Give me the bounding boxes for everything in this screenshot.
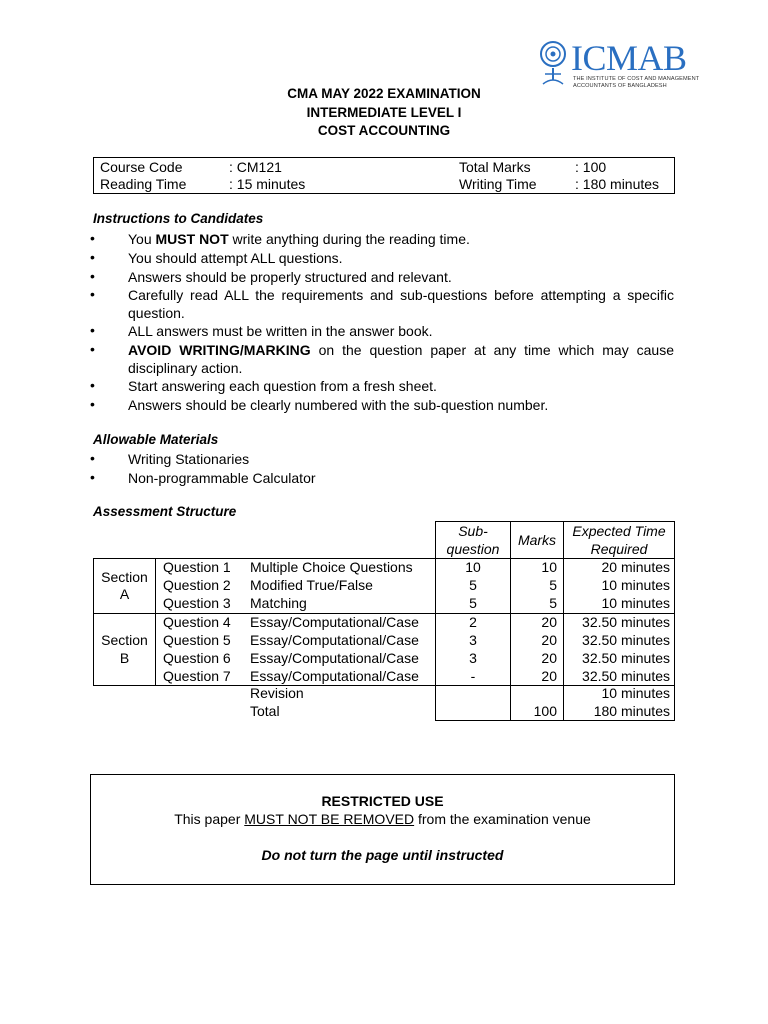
subquestion-cell: 5: [469, 577, 477, 593]
instruction-item: Answers should be properly structured and relevant.: [128, 269, 452, 285]
total-marks-label: Total Marks: [459, 159, 531, 175]
bullet-icon: •: [90, 322, 95, 338]
time-cell: 32.50 minutes: [582, 668, 670, 684]
logo-subtitle-1: THE INSTITUTE OF COST AND MANAGEMENT: [573, 76, 700, 82]
assessment-heading: Assessment Structure: [93, 504, 237, 519]
type-cell: Essay/Computational/Case: [250, 614, 419, 630]
bullet-icon: •: [90, 268, 95, 284]
bullet-icon: •: [90, 450, 95, 466]
restricted-title: RESTRICTED USE: [321, 793, 444, 809]
subject-title: COST ACCOUNTING: [317, 123, 451, 138]
question-cell: Question 2: [163, 577, 231, 593]
question-cell: Question 1: [163, 559, 231, 575]
instruction-item: [128, 230, 674, 248]
total-marks-value: : 100: [575, 159, 607, 175]
section-a-label: Section: [101, 569, 148, 585]
instruction-text: write anything during the reading time.: [228, 231, 470, 247]
reading-time-label: Reading Time: [100, 176, 187, 192]
bullet-icon: •: [90, 249, 95, 265]
question-cell: Question 4: [163, 614, 231, 630]
restricted-line: [91, 811, 674, 827]
subquestion-cell: 10: [465, 559, 481, 575]
question-cell: Question 6: [163, 650, 231, 666]
type-cell: Multiple Choice Questions: [250, 559, 413, 575]
header-subquestion: question: [446, 541, 500, 557]
question-cell: Question 5: [163, 632, 231, 648]
marks-cell: 20: [541, 614, 557, 630]
question-cell: Question 7: [163, 668, 231, 684]
exam-title: CMA MAY 2022 EXAMINATION: [287, 86, 481, 101]
time-cell: 10 minutes: [601, 595, 670, 611]
bullet-icon: •: [90, 396, 95, 412]
course-code-label: Course Code: [100, 159, 183, 175]
instruction-item: Carefully read ALL the requirements and sub-questions before attempting a specific question.: [128, 287, 674, 321]
header-subquestion: Sub-: [458, 523, 488, 539]
question-cell: Question 3: [163, 595, 231, 611]
section-b-label: B: [119, 650, 130, 666]
instruction-item: Start answering each question from a fresh sheet.: [128, 378, 437, 394]
writing-time-value: : 180 minutes: [575, 176, 660, 192]
reading-time-value: : 15 minutes: [229, 176, 306, 192]
instructions-heading: Instructions to Candidates: [93, 211, 264, 226]
total-time: 180 minutes: [593, 703, 670, 719]
subquestion-cell: -: [470, 668, 476, 684]
instruction-emphasis: AVOID WRITING/MARKING: [128, 342, 311, 358]
header-expected-time: Required: [590, 541, 648, 557]
type-cell: Modified True/False: [250, 577, 373, 593]
restricted-emphasis: MUST NOT BE REMOVED: [244, 811, 415, 827]
header-marks: Marks: [517, 532, 557, 548]
materials-heading: Allowable Materials: [93, 432, 219, 447]
subquestion-cell: 2: [469, 614, 477, 630]
restricted-text: This paper: [174, 811, 245, 827]
material-item: Writing Stationaries: [128, 451, 250, 467]
instruction-text: You: [128, 231, 156, 247]
time-cell: 32.50 minutes: [582, 632, 670, 648]
total-marks: 100: [533, 703, 557, 719]
section-b-label: Section: [101, 632, 148, 648]
bullet-icon: •: [90, 469, 95, 485]
marks-cell: 5: [549, 577, 557, 593]
subquestion-cell: 5: [469, 595, 477, 611]
instruction-item: You should attempt ALL questions.: [128, 250, 343, 266]
total-label: Total: [250, 703, 280, 719]
marks-cell: 20: [541, 668, 557, 684]
course-info-box: [93, 157, 675, 194]
section-a-label: A: [119, 586, 130, 602]
instruction-item: Answers should be clearly numbered with the sub-question number.: [128, 397, 549, 413]
marks-cell: 10: [541, 559, 557, 575]
marks-cell: 5: [549, 595, 557, 611]
table-border: [435, 720, 675, 721]
type-cell: Essay/Computational/Case: [250, 650, 419, 666]
subquestion-cell: 3: [469, 650, 477, 666]
logo-subtitle-2: ACCOUNTANTS OF BANGLADESH: [573, 83, 667, 89]
time-cell: 20 minutes: [601, 559, 670, 575]
bullet-icon: •: [90, 286, 95, 302]
revision-label: Revision: [250, 685, 304, 701]
instruction-item: [128, 341, 674, 377]
type-cell: Essay/Computational/Case: [250, 668, 419, 684]
marks-cell: 20: [541, 632, 557, 648]
bullet-icon: •: [90, 377, 95, 393]
logo-wordmark: ICMAB: [571, 38, 687, 78]
instruction-text: on the question paper at any time which may cause disciplinary action.: [128, 342, 674, 376]
type-cell: Matching: [250, 595, 307, 611]
level-title: INTERMEDIATE LEVEL I: [306, 105, 462, 120]
course-code-value: : CM121: [229, 159, 282, 175]
writing-time-label: Writing Time: [459, 176, 537, 192]
restricted-text: from the examination venue: [414, 811, 591, 827]
material-item: Non-programmable Calculator: [128, 470, 316, 486]
bullet-icon: •: [90, 230, 95, 246]
marks-cell: 20: [541, 650, 557, 666]
table-border: [155, 558, 156, 685]
time-cell: 32.50 minutes: [582, 614, 670, 630]
subquestion-cell: 3: [469, 632, 477, 648]
restricted-use-box: [90, 774, 675, 885]
header-expected-time: Expected Time: [572, 523, 666, 539]
revision-time: 10 minutes: [601, 685, 670, 701]
table-border: [674, 521, 675, 720]
do-not-turn-notice: Do not turn the page until instructed: [261, 847, 504, 863]
bullet-icon: •: [90, 341, 95, 357]
emblem-icon: [539, 40, 569, 88]
type-cell: Essay/Computational/Case: [250, 632, 419, 648]
instruction-item: ALL answers must be written in the answer book.: [128, 323, 433, 339]
time-cell: 10 minutes: [601, 577, 670, 593]
time-cell: 32.50 minutes: [582, 650, 670, 666]
instruction-emphasis: MUST NOT: [155, 231, 229, 247]
